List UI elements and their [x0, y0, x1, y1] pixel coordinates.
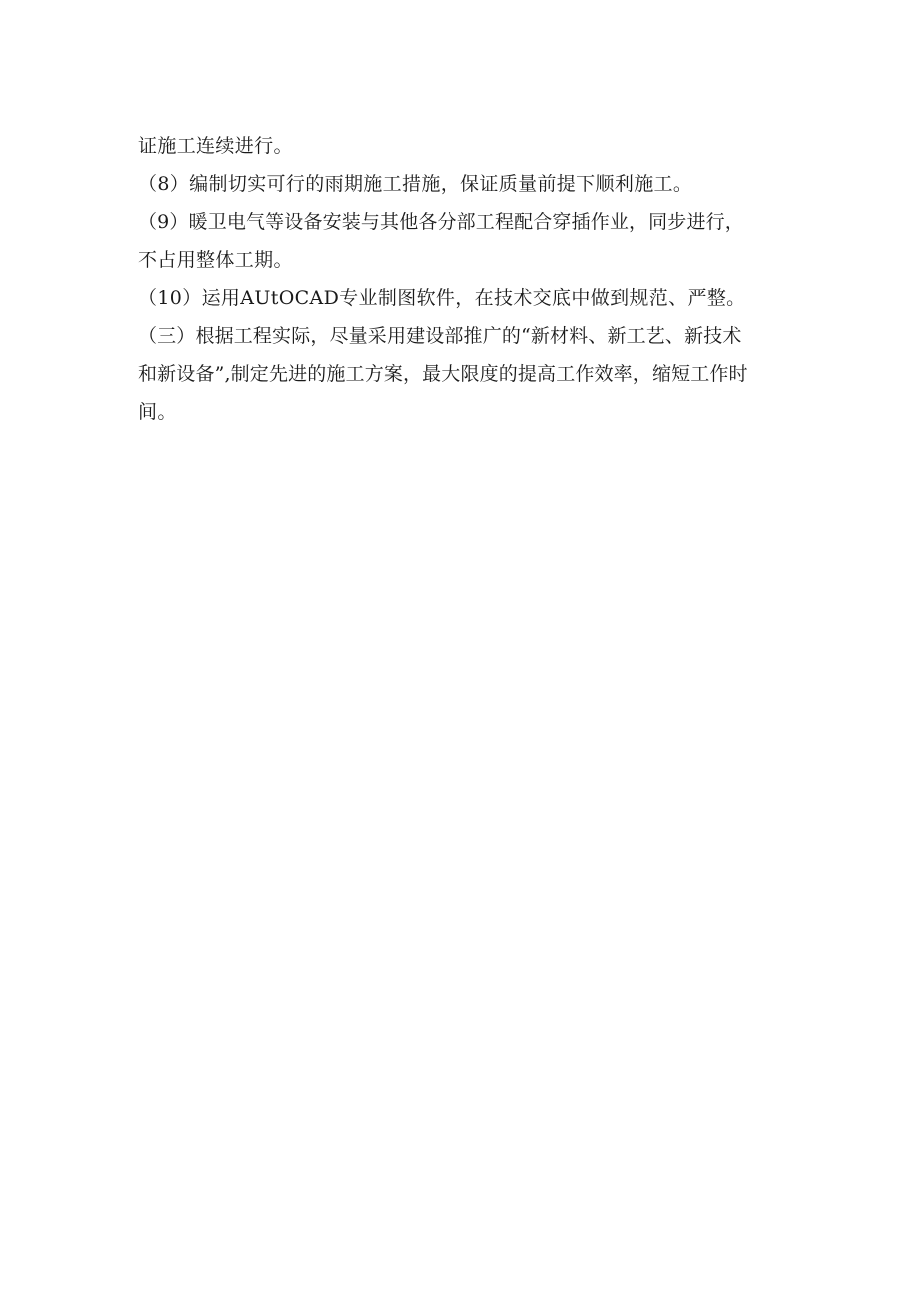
text-line: 和新设备”,制定先进的施工方案，最大限度的提高工作效率，缩短工作时	[138, 363, 748, 385]
document-body	[138, 127, 788, 431]
text-line: 不占用整体工期。	[138, 249, 293, 271]
text-line: 证施工连续进行。	[138, 135, 293, 157]
text-line: （三）根据工程实际，尽量采用建设部推广的“新材料、新工艺、新技术	[138, 325, 742, 347]
text-line: 间。	[138, 401, 177, 423]
text-line: （10）运用AUtOCAD专业制图软件，在技术交底中做到规范、严整。	[138, 287, 746, 309]
text-line: （9）暖卫电气等设备安装与其他各分部工程配合穿插作业，同步进行，	[138, 211, 744, 233]
text-line: （8）编制切实可行的雨期施工措施，保证质量前提下顺利施工。	[138, 173, 693, 195]
